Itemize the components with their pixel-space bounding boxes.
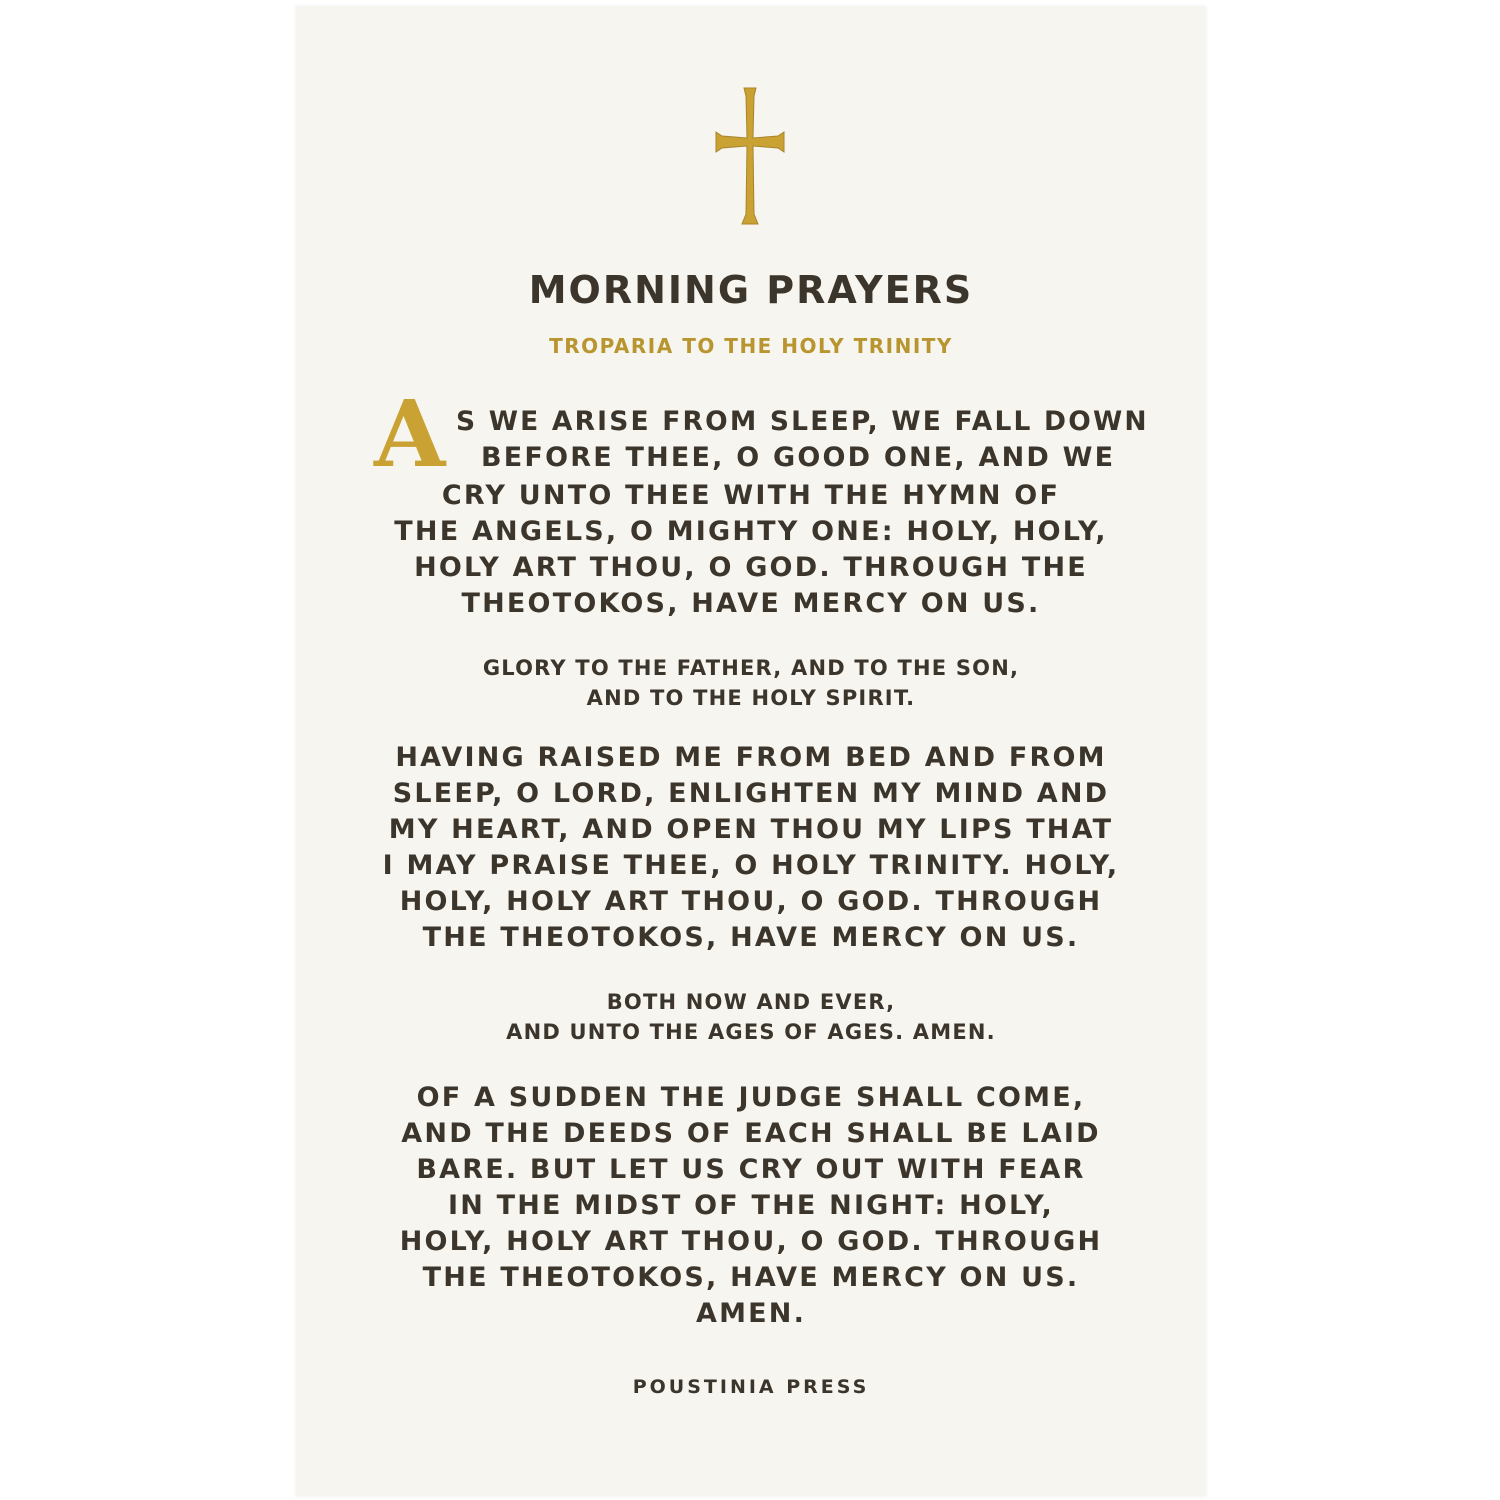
stanza-2-line: HAVING RAISED ME FROM BED AND FROM bbox=[395, 742, 1107, 773]
doxology-line: AND UNTO THE AGES OF AGES. AMEN. bbox=[506, 1020, 996, 1044]
stanza-3-line: AND THE DEEDS OF EACH SHALL BE LAID bbox=[401, 1118, 1101, 1149]
publisher-footer: POUSTINIA PRESS bbox=[632, 1376, 870, 1398]
drop-cap: A bbox=[374, 380, 446, 488]
page-title: MORNING PRAYERS bbox=[528, 268, 974, 312]
stanza-2-line: THE THEOTOKOS, HAVE MERCY ON US. bbox=[422, 922, 1080, 953]
stanza-1-line: HOLY ART THOU, O GOD. THROUGH THE bbox=[414, 552, 1088, 583]
stanza-3-line: IN THE MIDST OF THE NIGHT: HOLY, bbox=[448, 1190, 1054, 1221]
prayer-card bbox=[296, 6, 1206, 1496]
page-subtitle: TROPARIA TO THE HOLY TRINITY bbox=[549, 334, 953, 358]
doxology-line: GLORY TO THE FATHER, AND TO THE SON, bbox=[482, 656, 1020, 680]
doxology-line: BOTH NOW AND EVER, bbox=[606, 990, 896, 1014]
stanza-1-line: S WE ARISE FROM SLEEP, WE FALL DOWN bbox=[456, 406, 1149, 437]
stanza-3-line: HOLY, HOLY ART THOU, O GOD. THROUGH bbox=[399, 1226, 1103, 1257]
stanza-3-line: AMEN. bbox=[695, 1298, 807, 1329]
stanza-1-line: THEOTOKOS, HAVE MERCY ON US. bbox=[461, 588, 1041, 619]
stanza-2-line: HOLY, HOLY ART THOU, O GOD. THROUGH bbox=[399, 886, 1103, 917]
stanza-3-line: THE THEOTOKOS, HAVE MERCY ON US. bbox=[422, 1262, 1080, 1293]
stanza-2-line: SLEEP, O LORD, ENLIGHTEN MY MIND AND bbox=[392, 778, 1110, 809]
stanza-3-line: BARE. BUT LET US CRY OUT WITH FEAR bbox=[416, 1154, 1086, 1185]
stanza-1-line: BEFORE THEE, O GOOD ONE, AND WE bbox=[481, 442, 1116, 473]
stanza-2-line: I MAY PRAISE THEE, O HOLY TRINITY. HOLY, bbox=[382, 850, 1120, 881]
stanza-3-line: OF A SUDDEN THE JUDGE SHALL COME, bbox=[416, 1082, 1086, 1113]
stanza-1-line: THE ANGELS, O MIGHTY ONE: HOLY, HOLY, bbox=[394, 516, 1108, 547]
cross-icon bbox=[714, 86, 786, 226]
doxology-line: AND TO THE HOLY SPIRIT. bbox=[586, 686, 916, 710]
stanza-2-line: MY HEART, AND OPEN THOU MY LIPS THAT bbox=[388, 814, 1114, 845]
stanza-1-line: CRY UNTO THEE WITH THE HYMN OF bbox=[441, 480, 1061, 511]
